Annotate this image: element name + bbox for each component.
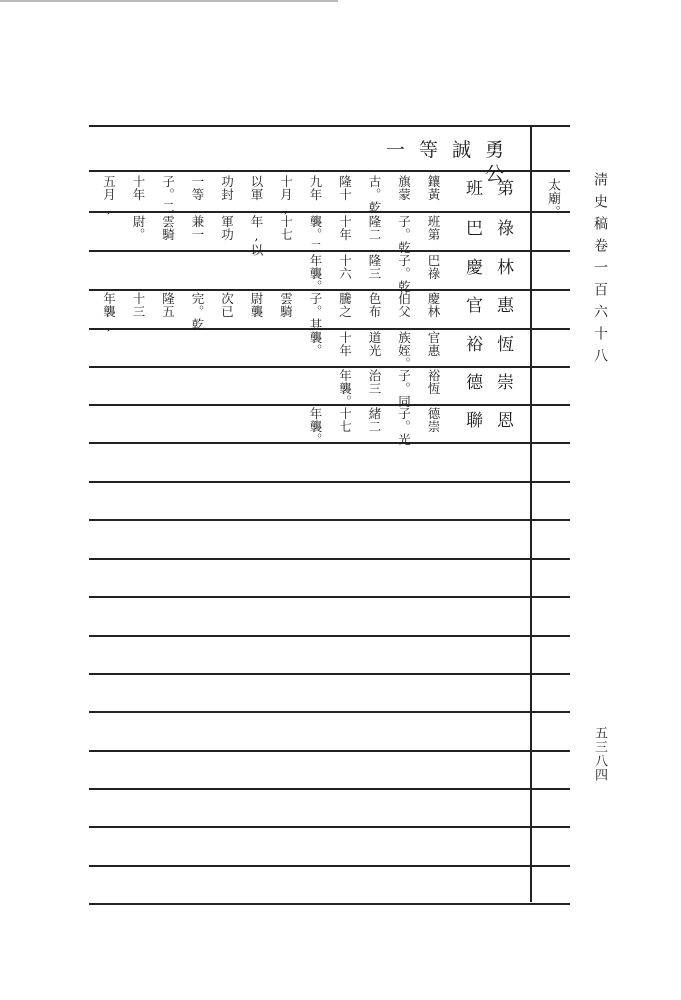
row-text-column: 隆五 (160, 292, 176, 318)
row-text-column: 年襲。 (308, 407, 323, 446)
row-text-column: 雲騎 (278, 292, 294, 318)
row-text-column: 隆二 (367, 215, 382, 241)
rule (89, 750, 570, 752)
row-name: 聯恩 (466, 411, 528, 431)
top-edge-mark (0, 0, 338, 2)
row-text-column: 治三 (367, 369, 382, 395)
row-text-column: 子。同 (396, 369, 412, 408)
side-note: 太廟。 (545, 178, 560, 219)
row-text-column: 族姪。 (396, 331, 412, 370)
row-text-column: 伯父 (396, 292, 412, 318)
row-text-column: 旗蒙 (396, 175, 412, 201)
row-text-column: 五月, (101, 175, 117, 217)
row-text-column: 年襲。 (337, 369, 353, 408)
rule (89, 328, 570, 330)
rule (89, 519, 570, 521)
row-text-column: 巴祿 (426, 254, 441, 280)
row-text-column: 襲。 (308, 331, 323, 357)
row-text-column: 子。乾 (396, 254, 412, 293)
row-text-column: 隆三 (367, 254, 382, 280)
row-text-column: 古。乾 (367, 175, 382, 214)
row-text-column: 十年 (337, 331, 353, 357)
row-name: 德崇 (466, 373, 528, 393)
row-text-column: 雲騎 (160, 215, 176, 241)
row-text-column: 尉襲 (249, 292, 264, 318)
row-text-column: 子。光 (396, 407, 412, 446)
row-text-column: 鑲黃 (426, 175, 441, 201)
row-text-column: 十七 (278, 215, 294, 241)
row-text-column: 以軍 (249, 175, 264, 201)
row-text-column: 次已 (219, 292, 235, 318)
row-text-column: 兼一 (190, 215, 205, 241)
rule (89, 826, 570, 828)
book-header: 淸史稿卷一百六十八 (592, 172, 608, 370)
rule (89, 788, 570, 790)
rule (89, 481, 570, 483)
row-text-column: 子。二 (160, 175, 176, 214)
row-text-column: 子。其 (308, 292, 323, 331)
row-text-column: 官惠 (426, 331, 441, 357)
row-text-column: 道光 (367, 331, 382, 357)
row-text-column: 十三 (131, 292, 146, 318)
row-name: 巴祿 (466, 219, 528, 239)
row-text-column: 十六 (337, 254, 353, 280)
rule (89, 673, 570, 675)
row-text-column: 功封 (219, 175, 235, 201)
rule (89, 711, 570, 713)
row-text-column: 年襲。 (308, 254, 323, 293)
row-text-column: 裕恆 (426, 369, 441, 395)
row-text-column: 慶林 (426, 292, 441, 318)
row-text-column: 緒二 (367, 407, 382, 433)
row-text-column: 年,以 (249, 215, 264, 257)
row-text-column: 騰之 (337, 292, 353, 318)
row-text-column: 十年 (337, 215, 353, 241)
row-name: 裕恆 (466, 335, 528, 355)
row-text-column: 年襲, (101, 292, 117, 334)
row-text-column: 一等 (190, 175, 205, 201)
row-text-column: 襲。二 (308, 215, 323, 254)
row-text-column: 完。乾 (190, 292, 205, 331)
page-number: 五三八四 (592, 726, 607, 782)
row-text-column: 隆十 (337, 175, 353, 201)
row-text-column: 色布 (367, 292, 382, 318)
row-text-column: 尉。 (131, 215, 146, 241)
row-text-column: 十年 (131, 175, 146, 201)
rule (89, 903, 570, 905)
row-text-column: 十月, (278, 175, 294, 217)
rule (89, 635, 570, 637)
row-text-column: 班第 (426, 215, 441, 241)
row-text-column: 九年 (308, 175, 323, 201)
table-right-border (530, 126, 532, 902)
rule (89, 865, 570, 867)
row-name: 慶林 (466, 258, 528, 278)
row-text-column: 德崇 (426, 407, 441, 433)
table-title: 一等誠勇公 (385, 139, 518, 185)
rule (89, 125, 570, 127)
row-name: 官惠 (466, 296, 528, 316)
rule (89, 596, 570, 598)
row-text-column: 子。乾 (396, 215, 412, 254)
row-name: 班第 (466, 179, 528, 199)
rule (89, 558, 570, 560)
row-text-column: 十七 (337, 407, 353, 433)
row-text-column: 軍功 (219, 215, 235, 241)
